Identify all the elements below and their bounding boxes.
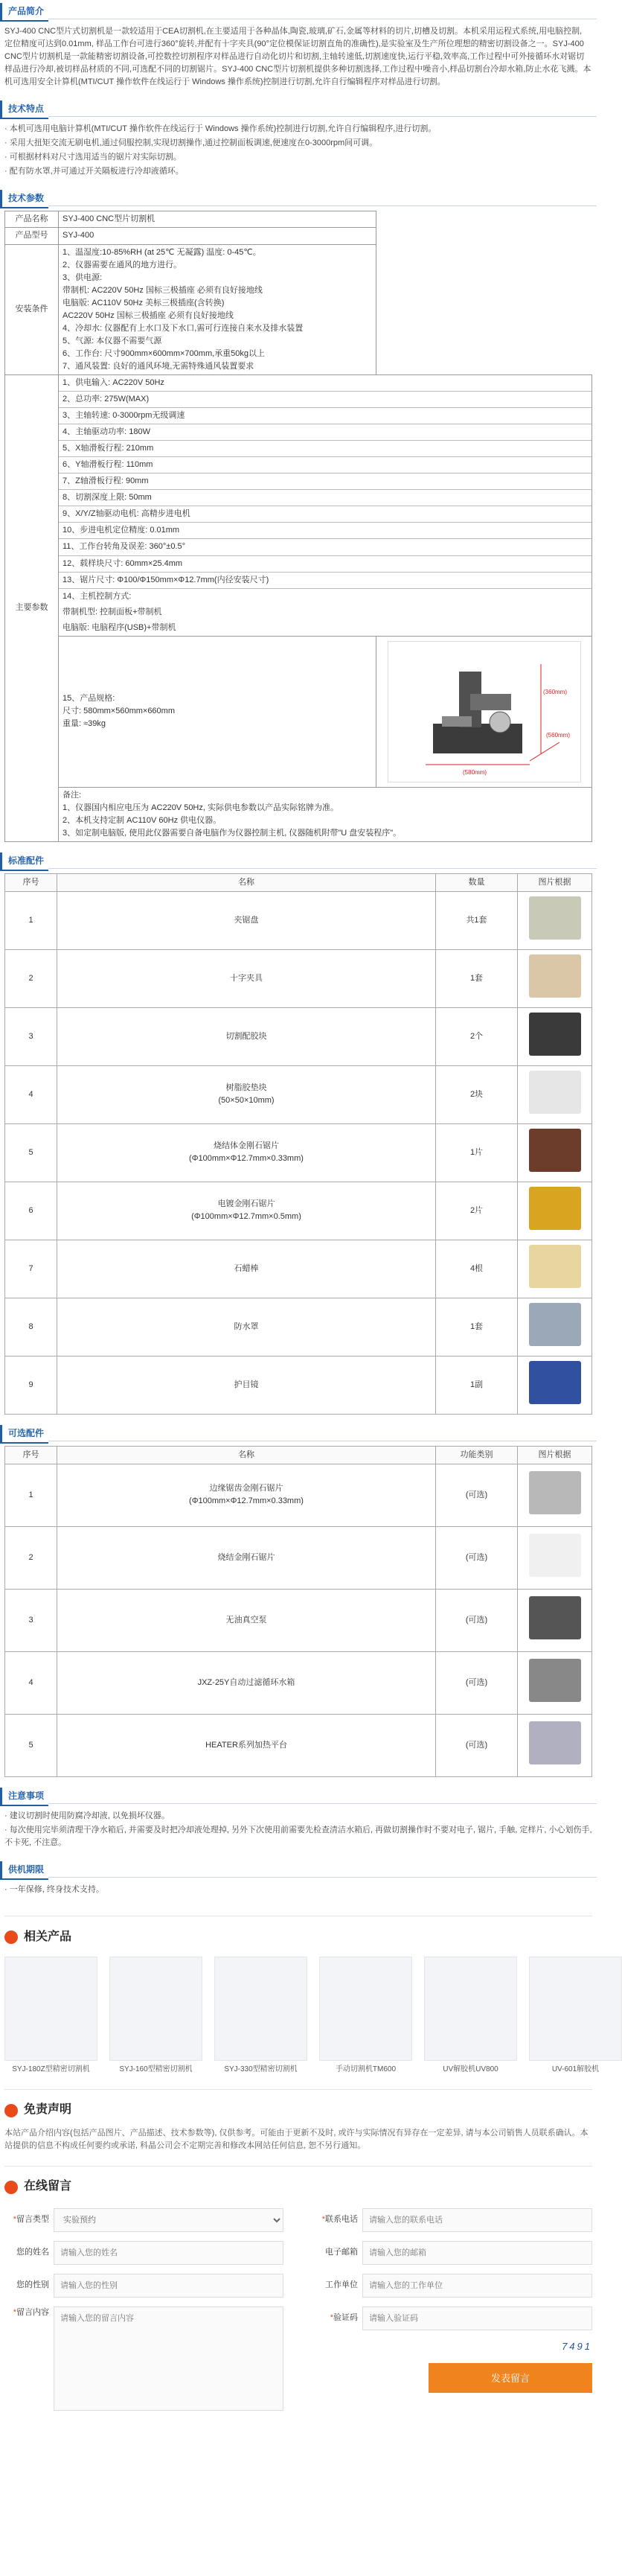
- width-label: (580mm): [462, 768, 487, 776]
- related-product[interactable]: [4, 1957, 97, 2076]
- message-section: [4, 2166, 592, 2418]
- accessory-thumbnail: [529, 954, 581, 998]
- content-textarea[interactable]: [54, 2306, 283, 2411]
- related-product-image[interactable]: [424, 1957, 517, 2061]
- optional-accessories: [0, 1446, 597, 1785]
- related-product-image[interactable]: [529, 1957, 622, 2061]
- table-row: 1 夹锯盘 共1套: [5, 891, 592, 949]
- intro-heading: 产品简介: [0, 3, 597, 19]
- message-form: [4, 2201, 592, 2418]
- related-icon: [4, 1931, 18, 1944]
- saw-blade-shape: [490, 712, 510, 733]
- message-type-select[interactable]: [54, 2208, 283, 2232]
- spec-row: [5, 211, 592, 228]
- spec-value: SYJ-400: [59, 228, 376, 244]
- table-row: 7 石蜡棒 4根: [5, 1240, 592, 1298]
- company-input[interactable]: [362, 2274, 592, 2298]
- related-list: [4, 1951, 600, 2079]
- related-product-image[interactable]: [319, 1957, 412, 2061]
- main-params-list: 1、供电输入: AC220V 50Hz 2、总功率: 275W(MAX) 3、主轴转速: 0-3000rpm无级调速 4、主轴驱动功率: 180W 5、X轴滑板行程: 210mm 6、Y轴滑板行程: 110mm 7、Z轴滑板行程: 90mm 8、切割深度上限: 50mm 9、X/Y/Z轴驱动电机: 高精步进电机 10、步进电机定位精度: 0.01mm 11、工作台转角及误差: 360°±0.5° 12、载样块尺寸: 60mm×25.4mm 13、锯片尺寸: Φ100/Φ150mm×Φ12.7mm(内径安装尺寸) 14、主机控制方式: 带制机型: 控制面板+带制机 电脑版: 电脑程序(USB)+带制机: [59, 374, 592, 636]
- table-header-row: 序号 名称 功能类别 图片根据: [5, 1446, 592, 1464]
- machine-image-cell: [376, 636, 592, 787]
- spec-label: 产品型号: [5, 228, 59, 244]
- features-heading: 技术特点: [0, 101, 597, 117]
- accessory-thumbnail: [529, 1659, 581, 1702]
- optional-heading: 可选配件: [0, 1425, 597, 1441]
- table-row: 1 边缘锯齿金刚石锯片 (Φ100mm×Φ12.7mm×0.33mm) (可选): [5, 1464, 592, 1526]
- table-row: 2 烧结金刚石锯片 (可选): [5, 1526, 592, 1589]
- feature-item: · 采用大扭矩交流无刷电机,通过伺服控制,实现切割操作,通过控制面板调速,便速度在0-3000rpm间可调。: [4, 138, 378, 148]
- field-captcha: *验证码 请输入验证码: [313, 2306, 592, 2330]
- spec-row-safety: [5, 244, 592, 374]
- safety-list: 1、温湿度:10-85%RH (at 25℃ 无凝露) 温度: 0-45℃。 2、仪器需要在通风的地方进行。 3、供电源: 带制机: AC220V 50Hz 国标三极插座 必须有良好接地线 电脑版: AC110V 50Hz 美标三极插座(含转换) AC220V 50Hz 国标三极插座 必须有良好接地线 4、冷却水: 仪器配有上水口及下水口,需可行连接自来水及排水装置 5、气源: 本仪器不需要气源 6、工作台: 尺寸900mm×600mm×700mm,承重50kg以上 7、通风装置: 良好的通风环境,无需特殊通风装置要求: [59, 244, 376, 374]
- related-product[interactable]: [424, 1957, 517, 2076]
- standard-accessories: [0, 873, 597, 1422]
- standard-table: [4, 873, 592, 1415]
- related-product-image[interactable]: [109, 1957, 202, 2061]
- related-product-name[interactable]: SYJ-160型精密切割机: [119, 2065, 193, 2074]
- email-input[interactable]: [362, 2241, 592, 2265]
- field-email: 电子邮箱 请输入您的邮箱: [313, 2241, 592, 2265]
- feature-item: · 可根据材料对尺寸选用适当的锯片对实际切割。: [4, 153, 182, 162]
- machine-illustration: [388, 642, 580, 782]
- disclaimer-icon: [4, 2104, 18, 2117]
- spec-label: 安装条件: [5, 244, 59, 374]
- table-row: 3 无油真空泵 (可选): [5, 1589, 592, 1651]
- accessory-thumbnail: [529, 896, 581, 940]
- depth-label: (560mm): [545, 731, 570, 739]
- table-row: 2 十字夹具 1套: [5, 949, 592, 1007]
- accessory-thumbnail: [529, 1129, 581, 1172]
- table-header-row: 序号 名称 数量 图片根据: [5, 873, 592, 891]
- related-product[interactable]: [109, 1957, 202, 2076]
- table-row: 9 护目镜 1副: [5, 1356, 592, 1414]
- spec-row: [5, 228, 592, 244]
- related-section: [4, 1916, 600, 2079]
- notes-cell: 备注: 1、仪器国内相应电压为 AC220V 50Hz, 实际供电参数以产品实际铭牌为准。 2、本机支持定制 AC110V 60Hz 供电仪器。 3、如定制电脑版, 使用此仪器需要自备电脑作为仪器控制主机, 仪器随机附带"U 盘安装程序"。: [59, 787, 592, 841]
- field-phone: *联系电话 请输入您的联系电话: [313, 2208, 592, 2232]
- specs-heading: 技术参数: [0, 190, 597, 206]
- captcha-input[interactable]: [362, 2306, 592, 2330]
- feature-item: · 本机可选用电脑计算机(MTI/CUT 操作软件在线运行于 Windows 操作系统)控制进行切割,允许自行编辑程序,进行切割。: [4, 124, 437, 134]
- spec-row-notes: [5, 787, 592, 841]
- field-gender: 您的性别 请输入您的性别: [4, 2274, 283, 2298]
- table-row: 8 防水罩 1套: [5, 1298, 592, 1356]
- field-company: 工作单位 请输入您的工作单位: [313, 2274, 592, 2298]
- related-product[interactable]: [214, 1957, 307, 2076]
- intro-text: SYJ-400 CNC型片式切割机是一款较适用于CEA切割机,在主要适用于各种晶体,陶瓷,玻璃,矿石,金属等材料的切片,切槽及切割。本机采用运程式系统,用电脑控制, 定位精度可达到0.01mm, 样品工作台可进行360°旋转,并配有十字夹具(90°定位模保证切割直角的准确性),是实验室及生产所位理想的精密切割设备之一。SYJ-400 CNC型片切割机是一款能精密切割设备,可控数控切割程序对样品进行自动化切片和切割,主轴转速低,切割速度快,运行平稳,效率高,工作过程中可外接循环水对锯切样品进行冷却,被切样品材质的不同,可选配不同的切割锯片。SYJ-400 CNC型片切割机提供多种切割选择,工作过程中噪音小,样品切割台冷却水箱,防止水花飞溅。本机可选用安全计算机(MTI/CUT 操作软件在线运行于 Windows 操作系统)控制进行切割,允许自行编辑程序对样品进行切割。: [4, 27, 591, 87]
- spec-row-size: [5, 636, 592, 787]
- size-cell: 15、产品规格: 尺寸: 580mm×560mm×660mm 重量: ≈39kg: [59, 636, 376, 787]
- intro-section: [0, 24, 597, 98]
- table-row: 3 切割配胶块 2个: [5, 1007, 592, 1065]
- features-section: [0, 121, 597, 187]
- related-product[interactable]: [529, 1957, 622, 2076]
- warranty-section: · 一年保修, 终身技术支持。: [4, 1885, 104, 1895]
- accessory-thumbnail: [529, 1245, 581, 1288]
- table-row: 4 树脂胶垫块 (50×50×10mm) 2块: [5, 1065, 592, 1123]
- standard-heading: 标准配件: [0, 852, 597, 869]
- table-row: 6 电镀金刚石锯片 (Φ100mm×Φ12.7mm×0.5mm) 2片: [5, 1182, 592, 1240]
- related-product-name[interactable]: UV-601解胶机: [551, 2065, 600, 2074]
- accessory-thumbnail: [529, 1534, 581, 1577]
- accessory-thumbnail: [529, 1721, 581, 1764]
- table-row: 5 烧结体金刚石锯片 (Φ100mm×Φ12.7mm×0.33mm) 1片: [5, 1123, 592, 1182]
- related-product-name[interactable]: SYJ-180Z型精密切割机: [12, 2065, 90, 2074]
- related-product-image[interactable]: [214, 1957, 307, 2061]
- machine-panel-shape: [442, 716, 472, 727]
- table-row: 5 HEATER系列加热平台 (可选): [5, 1714, 592, 1776]
- spec-label: 产品名称: [5, 211, 59, 228]
- related-product-name[interactable]: UV解胶机UV800: [443, 2065, 498, 2074]
- captcha-image[interactable]: 7491: [562, 2340, 592, 2352]
- specs-section: [0, 211, 597, 849]
- message-icon: [4, 2181, 18, 2194]
- name-input[interactable]: [54, 2241, 283, 2265]
- caution-heading: 注意事项: [0, 1788, 597, 1804]
- feature-item: · 配有防水罩,并可通过开关隔板进行冷却液循环。: [4, 167, 184, 176]
- accessory-thumbnail: [529, 1013, 581, 1056]
- related-product-image[interactable]: [4, 1957, 97, 2061]
- product-page: [0, 3, 600, 2440]
- caution-section: · 建议切割时使用防腐冷却液, 以免损坏仪器。 · 每次使用完毕须清理干净水箱后, 并需要及时把冷却液处理掉, 另外下次使用前需要先检查清洁水箱后, 再做切割操作时不要对电子, 锯片, 手触, 定样片, 小心划伤手, 不卡死, 不注意。: [4, 1811, 592, 1848]
- related-product-name[interactable]: SYJ-330型精密切割机: [224, 2065, 298, 2074]
- specs-table: [4, 211, 592, 842]
- captcha-and-submit: [313, 2306, 592, 2411]
- accessory-thumbnail: [529, 1471, 581, 1514]
- gender-input[interactable]: [54, 2274, 283, 2298]
- field-content: *留言内容 请输入您的留言内容: [4, 2306, 283, 2411]
- optional-table: [4, 1446, 592, 1777]
- spec-value: SYJ-400 CNC型片切割机: [59, 211, 376, 228]
- machine-dimension-image: [388, 641, 581, 782]
- depth-dimension-line: [530, 742, 560, 761]
- message-title: 在线留言: [4, 2174, 592, 2201]
- field-name: 您的姓名 请输入您的姓名: [4, 2241, 283, 2265]
- accessory-thumbnail: [529, 1596, 581, 1639]
- accessory-thumbnail: [529, 1187, 581, 1230]
- height-label: (360mm): [542, 688, 567, 695]
- related-product[interactable]: [319, 1957, 412, 2076]
- spec-row-main: [5, 374, 592, 636]
- machine-arm-shape: [470, 694, 511, 710]
- spec-label: 主要参数: [5, 374, 59, 841]
- phone-input[interactable]: [362, 2208, 592, 2232]
- disclaimer-title: 免责声明: [4, 2097, 592, 2124]
- related-product-name[interactable]: 手动切割机TM600: [335, 2065, 397, 2074]
- disclaimer-text: 本站产品介绍内容(包括产品图片、产品描述、技术参数等), 仅供参考。可能由于更新不及时, 或许与实际情况有异存在一定差异, 请与本公司销售人员联系确认。本站提供的信息不构成任何要约或承诺, 科晶公司会不定期完善和修改本网站任何信息, 恕不另行通知。: [4, 2128, 589, 2150]
- accessory-thumbnail: [529, 1071, 581, 1114]
- accessory-thumbnail: [529, 1361, 581, 1404]
- table-row: 4 JXZ-25Y自动过滤循环水箱 (可选): [5, 1651, 592, 1714]
- disclaimer-section: [4, 2089, 592, 2155]
- submit-button[interactable]: 发表留言: [429, 2363, 592, 2393]
- accessory-thumbnail: [529, 1303, 581, 1346]
- warranty-heading: 供机期限: [0, 1861, 597, 1878]
- field-message-type: *留言类型 实验预约: [4, 2208, 283, 2232]
- related-title: 相关产品: [4, 1924, 592, 1951]
